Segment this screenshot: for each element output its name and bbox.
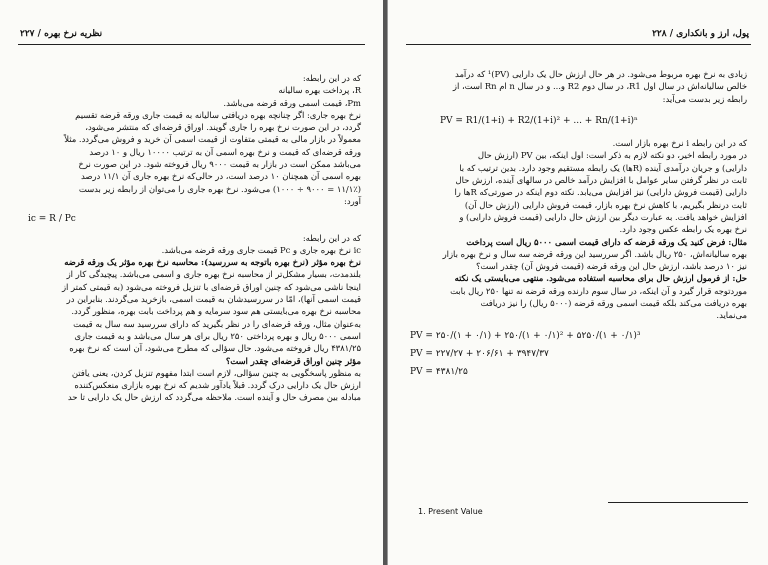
text-line: که در این رابطه i نرخ بهره بازار است. bbox=[612, 138, 747, 149]
header-title: نظریه نرخ بهره / ۲۲۷ bbox=[20, 29, 103, 39]
text-line: مؤثر چنین اوراق قرضه‌ای چقدر است؟ bbox=[225, 355, 361, 366]
text-line: رابطه زیر بدست می‌آید: bbox=[662, 93, 747, 104]
text-line: موردتوجه قرار گیرد و آن اینکه، در سال سوم دارنده ورقه قرضه نه تنها ۲۵۰ ریال بابت bbox=[450, 285, 747, 296]
text-line: افزایش خواهد یافت. به عبارت دیگر بین ارزش حال دارایی (قیمت فروش دارایی) و bbox=[459, 211, 747, 222]
text-line: که در این رابطه: bbox=[302, 73, 361, 83]
text-line: نرخ بهره یک رابطه عکس وجود دارد. bbox=[619, 224, 747, 235]
text-line: که در این رابطه: bbox=[302, 232, 361, 243]
text-line: ic نرخ بهره جاری و Pc قیمت جاری ورقه قرضه می‌باشد. bbox=[161, 244, 361, 255]
calculation-3 bbox=[410, 366, 747, 378]
text-line: زیادی به نرخ بهره مربوط می‌شود. در هر حال ارزش حال یک دارایی (PV)¹ که درآمد bbox=[455, 69, 747, 79]
text-line: اینجا ناشی می‌شود که چنین اوراق قرضه‌ای با تنزیل فروخته می‌شود (به قیمتی کمتر از bbox=[61, 281, 361, 292]
text-line: به منظور پاسخگویی به چنین سؤالی، لازم است ابتدا مفهوم تنزیل کردن، یعنی یافتن bbox=[71, 367, 361, 378]
text-line: حل: از فرمول ارزش حال برای محاسبه استفاده می‌شود. منتهی می‌بایستی یک نکته bbox=[454, 273, 747, 284]
text-line: ۴۳۸۱/۲۵ ریال فروخته می‌شود. حال سؤالی که مطرح می‌شود، آن است که نرخ بهره bbox=[69, 343, 361, 354]
footnote-rule bbox=[608, 502, 748, 503]
calculation-1 bbox=[410, 330, 747, 342]
text-line: گردد، در این صورت نرخ بهره را جاری گویند. اوراق قرضه‌ای که منتشر می‌شود، bbox=[85, 122, 361, 133]
text-line: آورد: bbox=[344, 195, 361, 206]
text-line: ثابت در نظر گرفتن سایر عوامل با افزایش درآمد خالص در سالهای آینده، ارزش حال bbox=[455, 175, 747, 186]
text-line: بلندمدت، بسیار مشکل‌تر از محاسبه نرخ بهره جاری و اسمی می‌باشد. پیچیدگی کار از bbox=[66, 269, 361, 280]
text-line: می‌نماید. bbox=[716, 310, 747, 321]
text-line: مبادله بین مصرف حال و آینده است. ملاحظه می‌گردد که ارزش حال یک دارایی تا حد bbox=[67, 392, 361, 403]
page-header bbox=[18, 28, 365, 45]
header-title: ۲۲۸ / پول، ارز و بانکداری bbox=[652, 29, 749, 39]
text-line: معمولاً در بازار مالی به قیمتی متفاوت از قیمت اسمی آن خرید و فروش می‌گردد. مثلاً bbox=[64, 134, 361, 145]
text-line: نرخ بهره جاری: اگر چنانچه بهره دریافتی سالیانه به قیمت جاری ورقه قرضه تقسیم bbox=[75, 109, 361, 120]
text-line: به‌عنوان مثال، ورقه قرضه‌ای را در نظر بگیرید که دارای سررسید سه سال به قیمت bbox=[73, 318, 361, 329]
text-line: دارایی (قیمت فروش دارایی) نیز افزایش می‌یابد. نکته دوم اینکه در صورتی‌که Rها را bbox=[454, 187, 747, 198]
text-line: مثال: فرض کنید یک ورقه قرضه که دارای قیمت اسمی ۵۰۰۰ ریال است پرداخت bbox=[466, 236, 747, 247]
calculation-2 bbox=[410, 348, 747, 360]
text-line: (۱۱/۱٪ = ۹۰۰۰ ÷ ۱۰۰۰) می‌شود. نرخ بهره جاری را می‌توان از رابطه زیر بدست bbox=[78, 183, 361, 194]
text-line: بهره دریافت می‌کند بلکه قیمت اسمی ورقه قرضه (۵۰۰۰ ریال) را نیز دریافت bbox=[480, 298, 747, 309]
text-line: نرخ بهره مؤثر (نرخ بهره باتوجه به سررسید): محاسبه نرخ بهره مؤثر یک ورقه قرضه bbox=[64, 257, 361, 268]
text-line: نیز ۱۰ درصد باشد، ارزش حال این ورقه قرضه (قیمت فروش آن) چقدر است؟ bbox=[475, 261, 747, 272]
text-line: بهره سالیانه‌اش، ۲۵۰ ریال باشد. اگر سررسید این ورقه قرضه سه سال و نرخ بهره بازار bbox=[442, 248, 747, 259]
text-line: قیمت اسمی آنها)، امّا در سررسیدشان به قیمت اسمی، بازخرید می‌گردند. بنابراین در bbox=[66, 294, 361, 305]
text-line: ثابت درنظر بگیریم، با کاهش نرخ بهره بازار، قیمت فروش دارایی (ارزش حال آن) bbox=[464, 199, 747, 210]
right-page bbox=[387, 0, 768, 565]
calc-text: PV = ۴۳۸۱/۲۵ bbox=[410, 367, 468, 378]
text-line: خالص سالیانه‌اش در سال اول R1، در سال دوم R2 و... و در سال n ام Rn است، از bbox=[452, 81, 747, 92]
calc-text: PV = ۲۲۷/۲۷ + ۲۰۶/۶۱ + ۳۹۴۷/۳۷ bbox=[410, 348, 549, 359]
equation-text: ic = R / Pc bbox=[28, 214, 76, 225]
text-line: ارزش حال یک دارایی درک گردد. قبلاً یادآور شدیم که نرخ بهره بازاری منعکس‌کننده bbox=[74, 380, 361, 391]
footnote: 1. Present Value bbox=[418, 507, 483, 516]
page-header bbox=[406, 28, 751, 45]
text-line: اسمی ۵۰۰۰ ریال و بهره پرداختی ۲۵۰ ریال برای هر سال می‌باشد و به قیمت جاری bbox=[74, 330, 361, 341]
text-line: در مورد رابطه اخیر، دو نکته لازم به ذکر است: اول اینکه، بین PV (ارزش حال bbox=[477, 150, 747, 161]
text-line: دارایی) و جریان درآمدی آینده (Rها) یک رابطه مستقیم وجود دارد. بدین ترتیب که با bbox=[459, 162, 747, 173]
text-line: Pm، قیمت اسمی ورقه قرضه می‌باشد. bbox=[223, 97, 361, 108]
equation-text: PV = R1/(1+i) + R2/(1+i)² + ... + Rn/(1+i)ⁿ bbox=[440, 115, 638, 126]
page-body bbox=[22, 72, 361, 404]
text-line: می‌باشد ممکن است در بازار به قیمت ۹۰۰۰ ریال فروخته شود. در این صورت نرخ bbox=[78, 159, 361, 170]
equation-pv bbox=[440, 115, 747, 127]
text-line: R، پرداخت بهره سالیانه bbox=[278, 85, 361, 96]
text-line: ورقه قرضه‌ای که قیمت و نرخ بهره اسمی آن به ترتیب ۱۰۰۰۰ ریال و ۱۰ درصد bbox=[89, 146, 361, 157]
text-line: بهره اسمی آن همچنان ۱۰ درصد است، در حالی‌که نرخ بهره جاری آن ۱۱/۱ درصد bbox=[80, 171, 361, 182]
page-body bbox=[410, 68, 747, 385]
calc-text: PV = ۲۵۰/(۱ + ۰/۱) + ۲۵۰/(۱ + ۰/۱)² + ۵۲۵۰/(۱ + ۰/۱)³ bbox=[410, 330, 641, 341]
equation-ic bbox=[28, 213, 361, 225]
text-line: محاسبه نرخ بهره می‌بایستی هم سود سرمایه و هم پرداخت بابت بهره، منظور گردد. bbox=[71, 306, 361, 317]
